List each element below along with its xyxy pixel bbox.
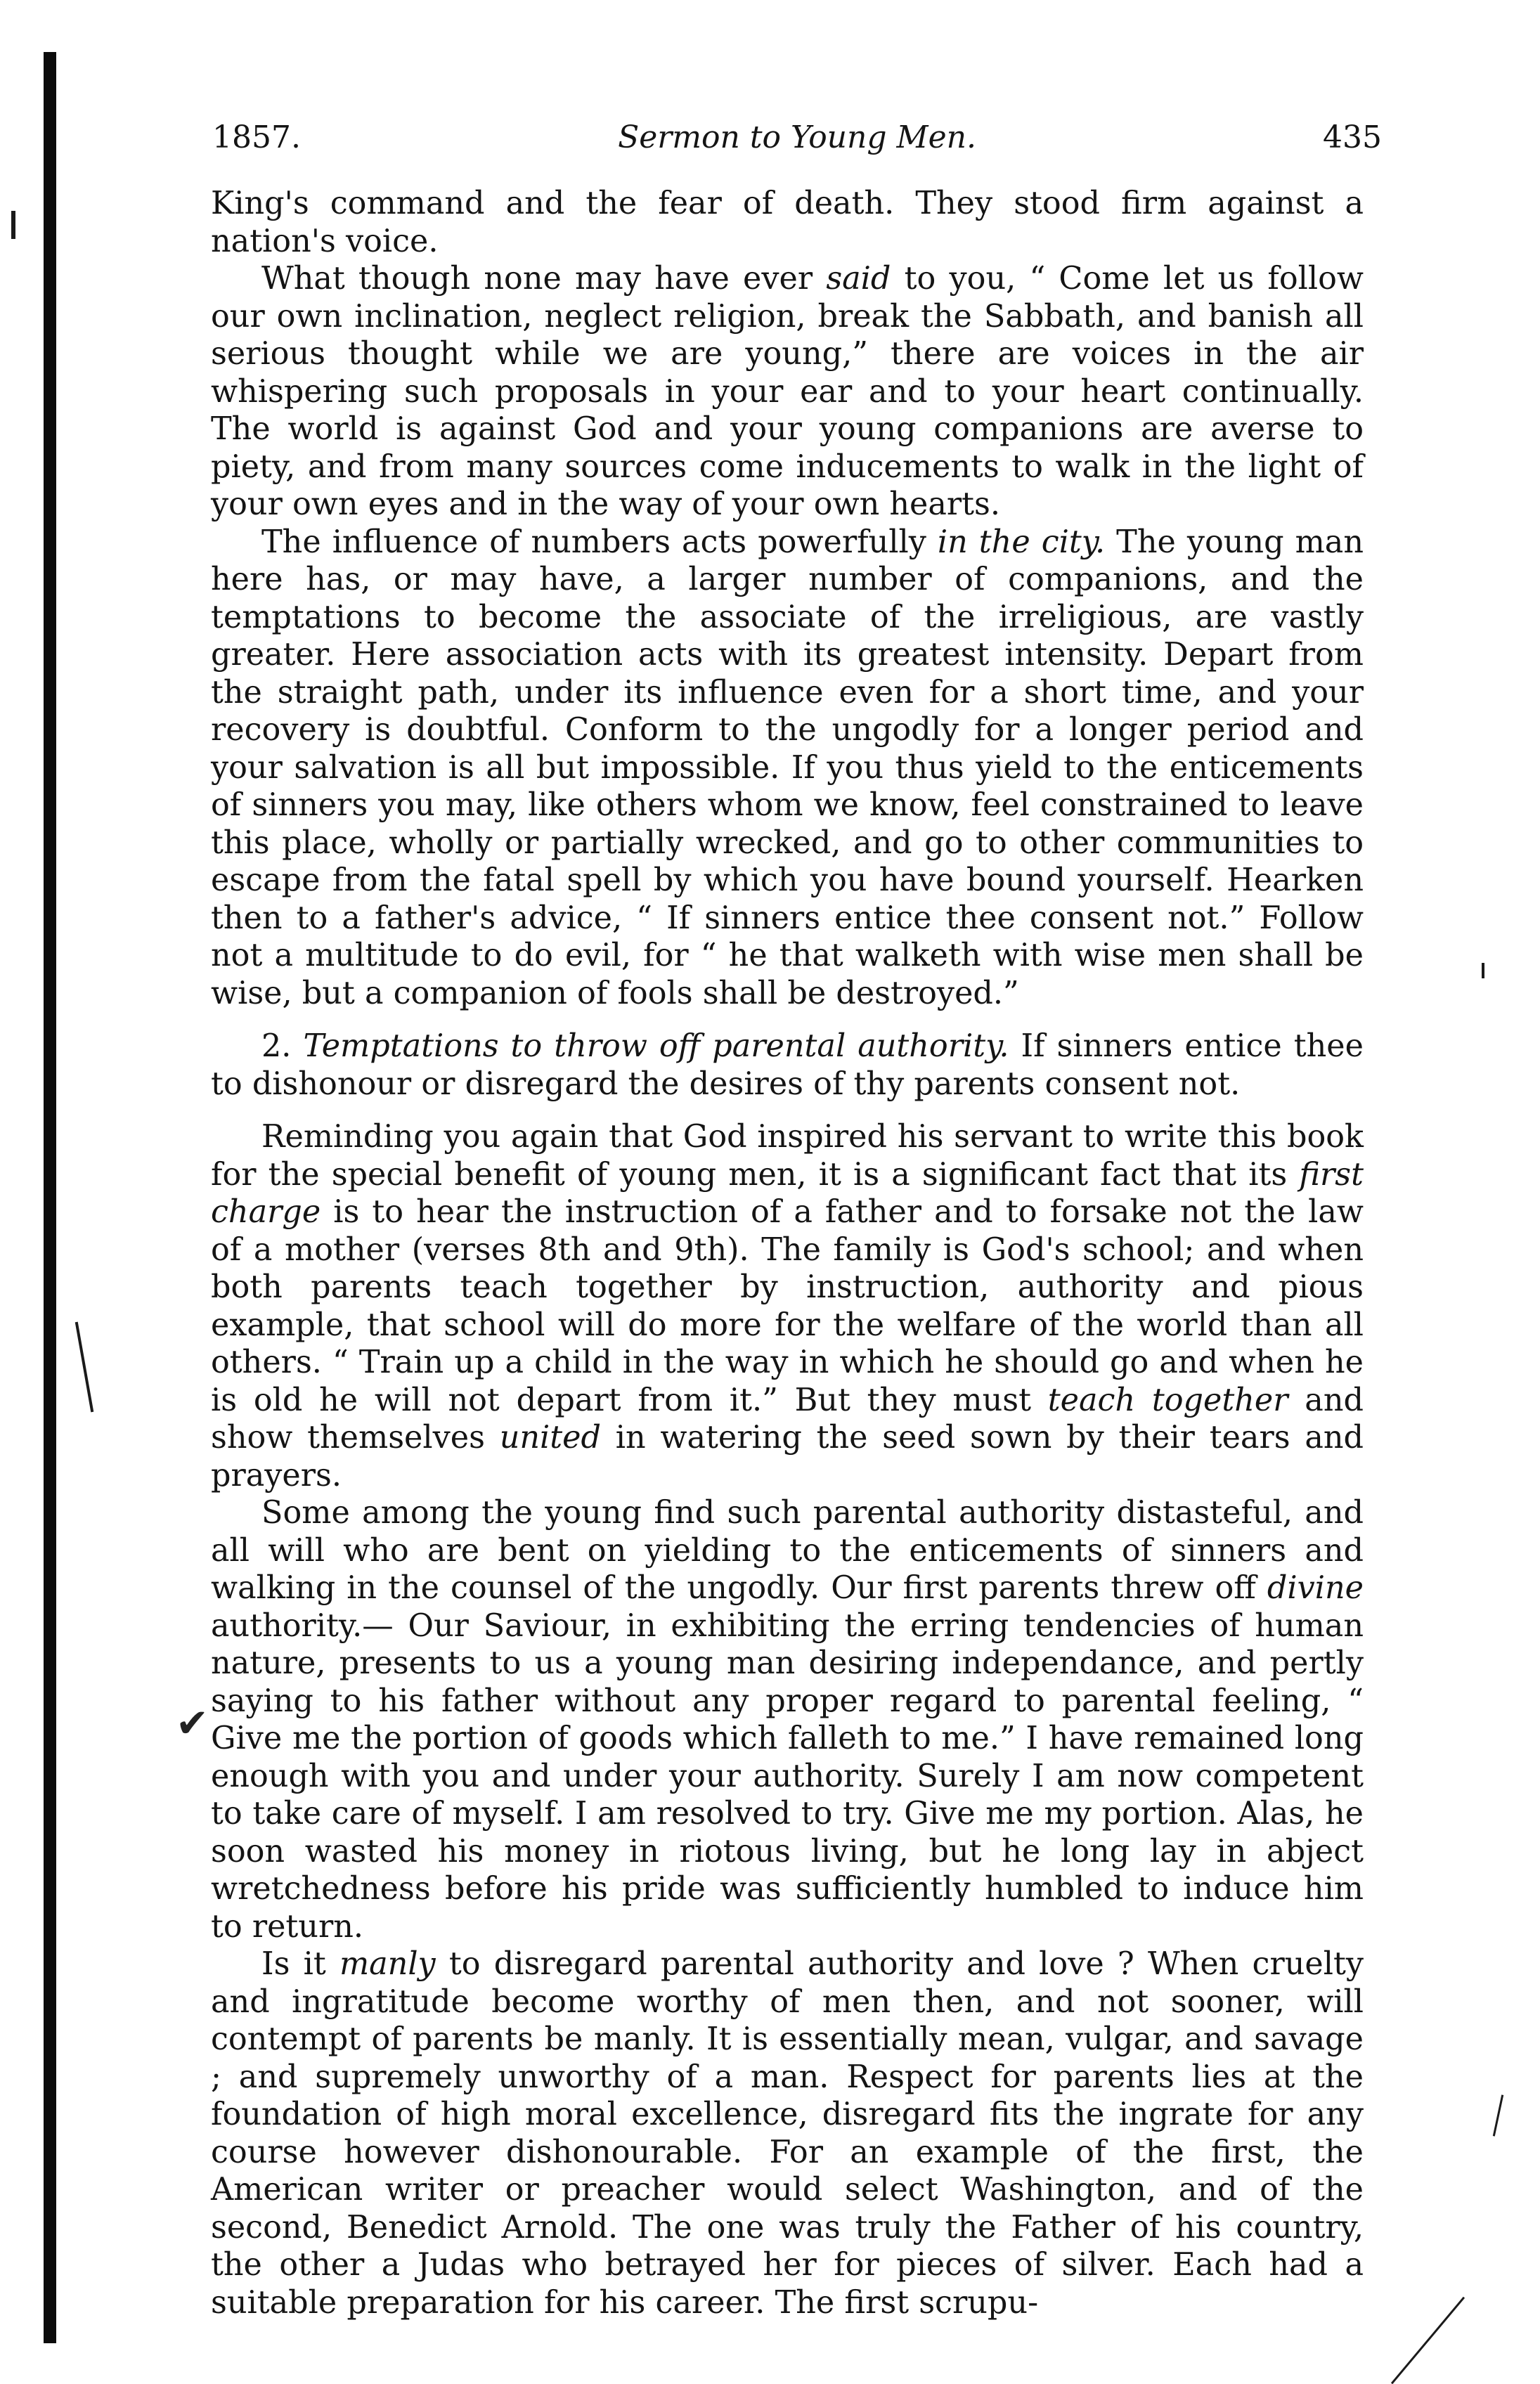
text-run: is to hear the instruction of a father and to forsake not the law of a mother (verses 8th and 9th). The family is God's school; and when both parents teach together by instruction, authority and pious example, that school will do more for the welfare of the world than all others. “ Train up a child in the way in which he should go and when he is old he will not depart from it.” But they must bbox=[211, 1194, 1364, 1418]
margin-tick bbox=[1493, 2094, 1503, 2136]
running-title: Sermon to Young Men. bbox=[618, 119, 976, 155]
text-run: What though none may have ever bbox=[261, 261, 827, 297]
text-run: Some among the young find such parental authority distasteful, and all will who are bent on yielding to the enticements of sinners and walking in the counsel of the ungodly. Our first parents threw off bbox=[211, 1495, 1364, 1606]
text-run: If sinners entice thee to dishonour or disregard the desires of thy parents consent not. bbox=[211, 1028, 1364, 1102]
text-run: King's command and the fear of death. They stood firm against a nation's voice. bbox=[211, 186, 1364, 259]
margin-tick bbox=[1482, 963, 1484, 978]
text-run: The young man here has, or may have, a larger number of companions, and the temptations to become the associate of the irreligious, are vastly greater. Here association acts with its greatest intensity. Depart from the straight path, under its influence even for a short time, and your recovery is doubtful. Conform to the ungodly for a longer period and your salvation is all but impossible. If you thus yield to the enticements of sinners you may, like others whom we know, feel constrained to leave this place, wholly or partially wrecked, and go to other communities to escape from the fatal spell by which you have bound yourself. Hearken then to a father's advice, “ If sinners entice thee consent not.” Follow not a multitude to do evil, for “ he that walketh with wise men shall be wise, but a companion of fools shall be destroyed.” bbox=[211, 524, 1364, 1011]
italic-run: united bbox=[499, 1420, 601, 1456]
text-run: 2. bbox=[261, 1028, 304, 1064]
scan-edge-bar bbox=[44, 52, 56, 2343]
margin-tick bbox=[11, 211, 15, 239]
italic-run: said bbox=[826, 261, 891, 297]
text-run: to disregard parental authority and love ? When cruelty and ingratitude become worthy of men then, and not sooner, will contempt of parents be manly. It is essentially mean, vulgar, and savage ; and supremely unworthy of a man. Respect for parents lies at the foundation of high moral excellence, disregard fits the ingrate for any course however dishonourable. For an example of the first, the American writer or preacher would select Washington, and of the second, Benedict Arnold. The one was truly the Father of his country, the other a Judas who betrayed her for pieces of silver. Each had a suitable preparation for his career. The first scrupu- bbox=[211, 1946, 1364, 2321]
page-body bbox=[211, 185, 1364, 2321]
italic-run: manly bbox=[339, 1946, 436, 1982]
text-run: authority.— Our Saviour, in exhibiting the erring tendencies of human nature, presents to us a young man desiring independance, and pertly saying to his father without any proper regard to parental feeling, “ Give me the portion of goods which falleth to me.” I have remained long enough with you and under your authority. Surely I am now competent to take care of myself. I am resolved to try. Give me my portion. Alas, he soon wasted his money in riotous living, but he long lay in abject wretchedness before his pride was sufficiently humbled to induce him to return. bbox=[211, 1607, 1364, 1945]
italic-run: in the city. bbox=[937, 524, 1106, 560]
paragraph bbox=[211, 524, 1364, 1013]
paragraph bbox=[211, 1494, 1364, 1945]
italic-run: Temptations to throw off parental authority. bbox=[303, 1028, 1009, 1064]
running-header bbox=[212, 105, 1382, 162]
section-heading-paragraph bbox=[211, 1028, 1364, 1103]
page-number: 435 bbox=[1323, 119, 1382, 155]
text-run: to you, “ Come let us follow our own inclination, neglect religion, break the Sabbath, and banish all serious thought while we are young,” there are voices in the air whispering such proposals in your ear and to your heart continually. The world is against God and your young companions are averse to piety, and from many sources come inducements to walk in the light of your own eyes and in the way of your own hearts. bbox=[211, 261, 1364, 522]
margin-tick bbox=[75, 1322, 94, 1413]
header-year: 1857. bbox=[212, 119, 301, 155]
paragraph bbox=[211, 260, 1364, 524]
margin-tick bbox=[1391, 2297, 1465, 2384]
text-run: Is it bbox=[261, 1946, 339, 1982]
italic-run: teach together bbox=[1047, 1382, 1288, 1418]
paragraph bbox=[211, 1945, 1364, 2321]
italic-run: divine bbox=[1267, 1570, 1364, 1606]
paragraph bbox=[211, 1118, 1364, 1494]
paragraph bbox=[211, 185, 1364, 260]
text-run: in watering the seed sown by their tears and prayers. bbox=[211, 1420, 1364, 1494]
text-run: and show themselves bbox=[211, 1382, 1364, 1456]
italic-run: first charge bbox=[211, 1156, 1364, 1230]
text-run: Reminding you again that God inspired his servant to write this book for the special benefit of young men, it is a significant fact that its bbox=[211, 1119, 1364, 1193]
text-run: The influence of numbers acts powerfully bbox=[261, 524, 938, 560]
margin-check-mark: ✔ bbox=[176, 1701, 209, 1747]
